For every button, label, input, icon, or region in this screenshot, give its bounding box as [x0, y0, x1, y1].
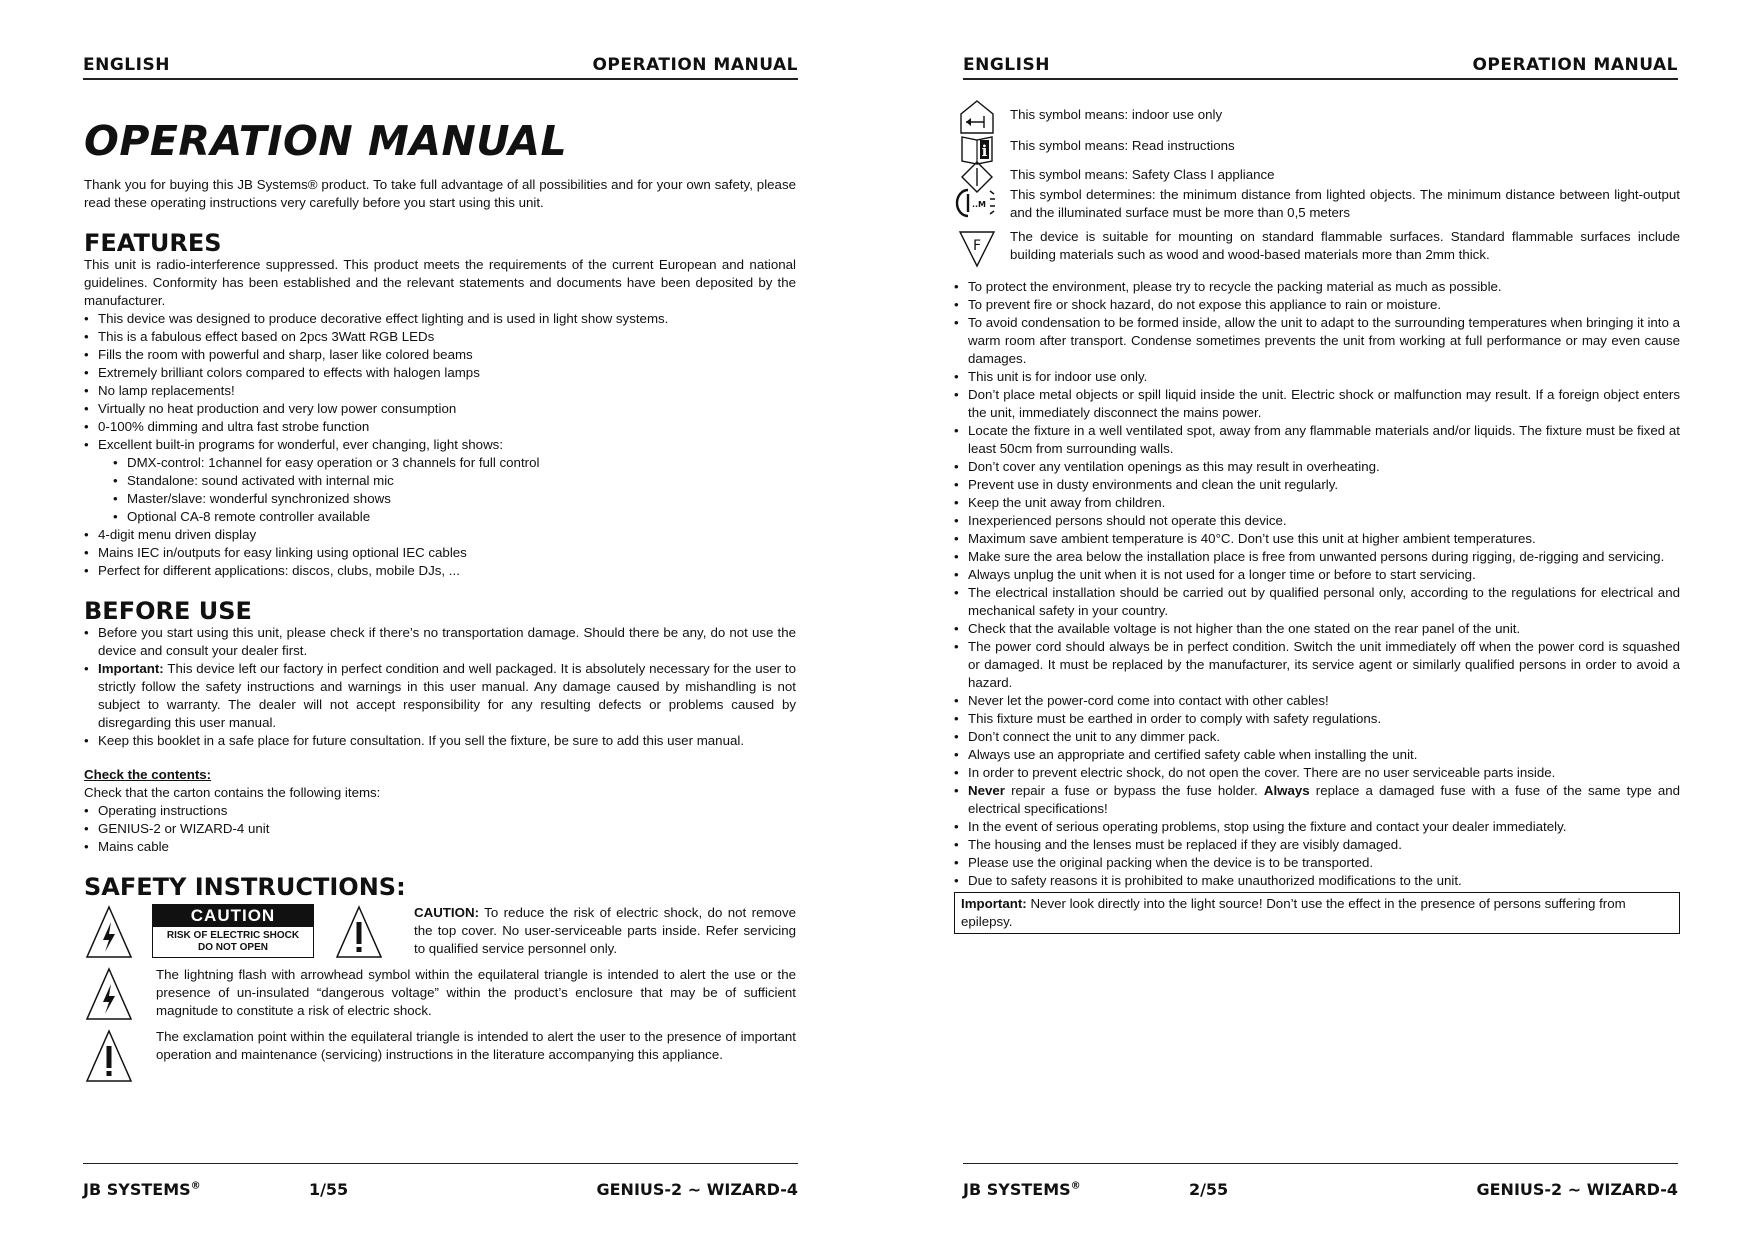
caution-bold: CAUTION:	[414, 905, 479, 920]
header-language: ENGLISH	[83, 55, 170, 75]
list-item: • Before you start using this unit, please check if there’s no transportation damage. Should there be any, do not use the device and consult your dealer first.	[84, 624, 796, 660]
list-item: • Extremely brilliant colors compared to effects with halogen lamps	[84, 364, 796, 382]
list-item: • In the event of serious operating problems, stop using the fixture and contact your dealer immediately.	[954, 818, 1680, 836]
page-2-body	[954, 100, 1680, 934]
lightning-warning-icon	[84, 966, 134, 1022]
list-item: • Always use an appropriate and certified safety cable when installing the unit.	[954, 746, 1680, 764]
list-item: • To protect the environment, please try to recycle the packing material as much as possible.	[954, 278, 1680, 296]
lightning-text: The lightning flash with arrowhead symbol within the equilateral triangle is intended to alert the use or the presence of un-insulated “dangerous voltage” within the product’s enclosure that may be of sufficient magnitude to constitute a risk of electric shock.	[156, 967, 796, 1018]
list-item: • The housing and the lenses must be replaced if they are visibly damaged.	[954, 836, 1680, 854]
list-item: • Master/slave: wonderful synchronized shows	[113, 490, 796, 508]
caution-sub-1: RISK OF ELECTRIC SHOCK	[166, 930, 300, 941]
list-item: • Keep this booklet in a safe place for future consultation. If you sell the fixture, be sure to add this user manual.	[84, 732, 796, 750]
page-2	[880, 0, 1755, 1240]
indoor-icon	[954, 100, 1000, 134]
caution-body: To reduce the risk of electric shock, do not remove the top cover. No user-serviceable parts inside. Refer servicing to qualified service personnel only.	[414, 905, 796, 956]
list-item: • This device was designed to produce decorative effect lighting and is used in light show systems.	[84, 310, 796, 328]
list-item: • This fixture must be earthed in order to comply with safety regulations.	[954, 710, 1680, 728]
check-contents-list	[84, 802, 796, 856]
symbol-row	[954, 160, 1680, 186]
page-1-body	[84, 118, 796, 1084]
caution-text	[414, 904, 796, 958]
important-label: Important:	[98, 661, 164, 676]
symbol-text: The device is suitable for mounting on standard flammable surfaces. Standard flammable surfaces include building materials such as wood and wood-based materials more than 2mm thick.	[1010, 229, 1680, 262]
list-item: • Keep the unit away from children.	[954, 494, 1680, 512]
list-item: • Inexperienced persons should not operate this device.	[954, 512, 1680, 530]
list-item: • GENIUS-2 or WIZARD-4 unit	[84, 820, 796, 838]
list-item	[954, 782, 1680, 818]
list-item: • Excellent built-in programs for wonderful, ever changing, light shows:	[84, 436, 796, 454]
exclamation-warning-icon	[84, 1028, 134, 1084]
flammable-surface-icon	[954, 228, 1000, 268]
footer-brand	[83, 1180, 201, 1199]
check-contents-heading: Check the contents:	[84, 767, 212, 782]
list-item: • The power cord should always be in perfect condition. Switch the unit immediately off when the power cord is squashed or damaged. It must be replaced by the manufacturer, its service agent or similarly qualified persons in order to avoid a hazard.	[954, 638, 1680, 692]
list-item: • Operating instructions	[84, 802, 796, 820]
list-item: • Don’t connect the unit to any dimmer pack.	[954, 728, 1680, 746]
list-item: • Maximum save ambient temperature is 40°C. Don’t use this unit at higher ambient temperatures.	[954, 530, 1680, 548]
symbol-row	[954, 228, 1680, 278]
list-item: • Locate the fixture in a well ventilated spot, away from any flammable materials and/or liquids. The fixture must be fixed at least 50cm from surrounding walls.	[954, 422, 1680, 458]
important-label: Important:	[961, 896, 1027, 911]
list-item: • Standalone: sound activated with internal mic	[113, 472, 796, 490]
features-list	[84, 310, 796, 454]
footer-brand	[963, 1180, 1081, 1199]
list-item: • Make sure the area below the installation place is free from unwanted persons during rigging, de-rigging and servicing.	[954, 548, 1680, 566]
lightning-warning-icon	[84, 904, 134, 960]
list-item: • Virtually no heat production and very low power consumption	[84, 400, 796, 418]
never-label: Never	[968, 783, 1005, 798]
list-item: • Don’t place metal objects or spill liquid inside the unit. Electric shock or malfunction may result. If a foreign object enters the unit, immediately disconnect the mains power.	[954, 386, 1680, 422]
header-title: OPERATION MANUAL	[592, 55, 798, 75]
features-list-2	[84, 526, 796, 580]
symbol-row	[954, 100, 1680, 131]
page-number: 2/55	[1188, 1180, 1229, 1199]
exclamation-text: The exclamation point within the equilateral triangle is intended to alert the user to the presence of important operation and maintenance (servicing) instructions in the literature accompanying this appliance.	[156, 1029, 796, 1062]
page-header	[963, 52, 1678, 80]
exclamation-explanation	[84, 1028, 796, 1084]
caution-label: CAUTION	[153, 905, 313, 927]
header-language: ENGLISH	[963, 55, 1050, 75]
info-letter: i	[981, 142, 988, 160]
list-item: • Check that the available voltage is not higher than the one stated on the rear panel of the unit.	[954, 620, 1680, 638]
list-item: • Due to safety reasons it is prohibited to make unauthorized modifications to the unit.	[954, 872, 1680, 890]
list-item: • Perfect for different applications: discos, clubs, mobile DJs, ...	[84, 562, 796, 580]
list-item: • To avoid condensation to be formed inside, allow the unit to adapt to the surrounding temperatures when bringing it into a warm room after transport. Condense sometimes prevents the unit from working at full performance or may even cause damages.	[954, 314, 1680, 368]
page-footer	[963, 1163, 1678, 1199]
page-footer	[83, 1163, 798, 1199]
list-item: • Always unplug the unit when it is not used for a longer time or before to start servicing.	[954, 566, 1680, 584]
registered-mark: ®	[1070, 1180, 1081, 1192]
important-notice	[954, 892, 1680, 934]
important-text: This device left our factory in perfect condition and well packaged. It is absolutely necessary for the user to strictly follow the safety instructions and warnings in this user manual. Any damage caused by mishandling is not subject to warranty. The dealer will not accept responsibility for any resulting defects or problems caused by disregarding this user manual.	[98, 661, 796, 730]
caution-label-box	[152, 904, 314, 958]
features-sublist	[84, 454, 796, 526]
list-item: • Mains IEC in/outputs for easy linking using optional IEC cables	[84, 544, 796, 562]
safety-heading: SAFETY INSTRUCTIONS:	[84, 873, 406, 901]
list-item: • Fills the room with powerful and sharp, laser like colored beams	[84, 346, 796, 364]
symbol-text: This symbol means: Read instructions	[1010, 138, 1235, 153]
list-item: • Optional CA-8 remote controller available	[113, 508, 796, 526]
intro-text: Thank you for buying this JB Systems® product. To take full advantage of all possibilities and for your own safety, please read these operating instructions very carefully before you start using this unit.	[84, 177, 796, 210]
distance-label: ..M	[971, 200, 987, 209]
before-use-heading: BEFORE USE	[84, 597, 252, 625]
list-item: • Don’t cover any ventilation openings as this may result in overheating.	[954, 458, 1680, 476]
list-item: • Never let the power-cord come into contact with other cables!	[954, 692, 1680, 710]
list-item: • DMX-control: 1channel for easy operation or 3 channels for full control	[113, 454, 796, 472]
list-item: • Please use the original packing when the device is to be transported.	[954, 854, 1680, 872]
caution-row	[84, 904, 796, 960]
check-contents-text: Check that the carton contains the following items:	[84, 785, 381, 800]
list-item	[84, 660, 796, 732]
list-item: • In order to prevent electric shock, do not open the cover. There are no user serviceable parts inside.	[954, 764, 1680, 782]
header-title: OPERATION MANUAL	[1472, 55, 1678, 75]
before-use-list	[84, 624, 796, 750]
exclamation-warning-icon	[334, 904, 384, 960]
features-text: This unit is radio-interference suppressed. This product meets the requirements of the current European and national guidelines. Conformity has been established and the relevant statements and documents have been deposited by the manufacturer.	[84, 257, 796, 308]
footer-model: GENIUS-2 ~ WIZARD-4	[1476, 1180, 1678, 1199]
safety-list	[954, 278, 1680, 890]
symbol-text: This symbol means: Safety Class I appliance	[1010, 167, 1275, 182]
flammable-letter: F	[972, 238, 982, 254]
list-item: • This unit is for indoor use only.	[954, 368, 1680, 386]
important-text: Never look directly into the light source! Don’t use the effect in the presence of persons suffering from epilepsy.	[961, 896, 1626, 929]
never-text: repair a fuse or bypass the fuse holder.	[1004, 783, 1264, 798]
list-item: • Prevent use in dusty environments and clean the unit regularly.	[954, 476, 1680, 494]
brand-name: JB SYSTEMS	[83, 1180, 191, 1199]
list-item: • To prevent fire or shock hazard, do not expose this appliance to rain or moisture.	[954, 296, 1680, 314]
list-item: • 4-digit menu driven display	[84, 526, 796, 544]
caution-sub-2: DO NOT OPEN	[197, 942, 268, 953]
always-text: replace a damaged fuse with a fuse of the same type and electrical specifications!	[968, 783, 1680, 816]
always-label: Always	[1263, 783, 1310, 798]
symbol-row	[954, 186, 1680, 228]
list-item: • This is a fabulous effect based on 2pcs 3Watt RGB LEDs	[84, 328, 796, 346]
min-distance-icon	[954, 186, 1000, 220]
brand-name: JB SYSTEMS	[963, 1180, 1071, 1199]
lightning-explanation	[84, 966, 796, 1022]
list-item: • Mains cable	[84, 838, 796, 856]
footer-model: GENIUS-2 ~ WIZARD-4	[596, 1180, 798, 1199]
symbol-text: This symbol means: indoor use only	[1010, 107, 1223, 122]
list-item: • 0-100% dimming and ultra fast strobe function	[84, 418, 796, 436]
features-heading: FEATURES	[84, 229, 222, 257]
symbol-text: This symbol determines: the minimum distance from lighted objects. The minimum distance between light-output and the illuminated surface must be more than 0,5 meters	[1010, 187, 1680, 220]
list-item: • No lamp replacements!	[84, 382, 796, 400]
symbol-row	[954, 131, 1680, 160]
registered-mark: ®	[190, 1180, 201, 1192]
page-number: 1/55	[308, 1180, 349, 1199]
main-title: OPERATION MANUAL	[84, 117, 568, 165]
caution-sub-label	[153, 927, 313, 957]
page-header	[83, 52, 798, 80]
list-item: • The electrical installation should be carried out by qualified personal only, according to the regulations for electrical and mechanical safety in your country.	[954, 584, 1680, 620]
